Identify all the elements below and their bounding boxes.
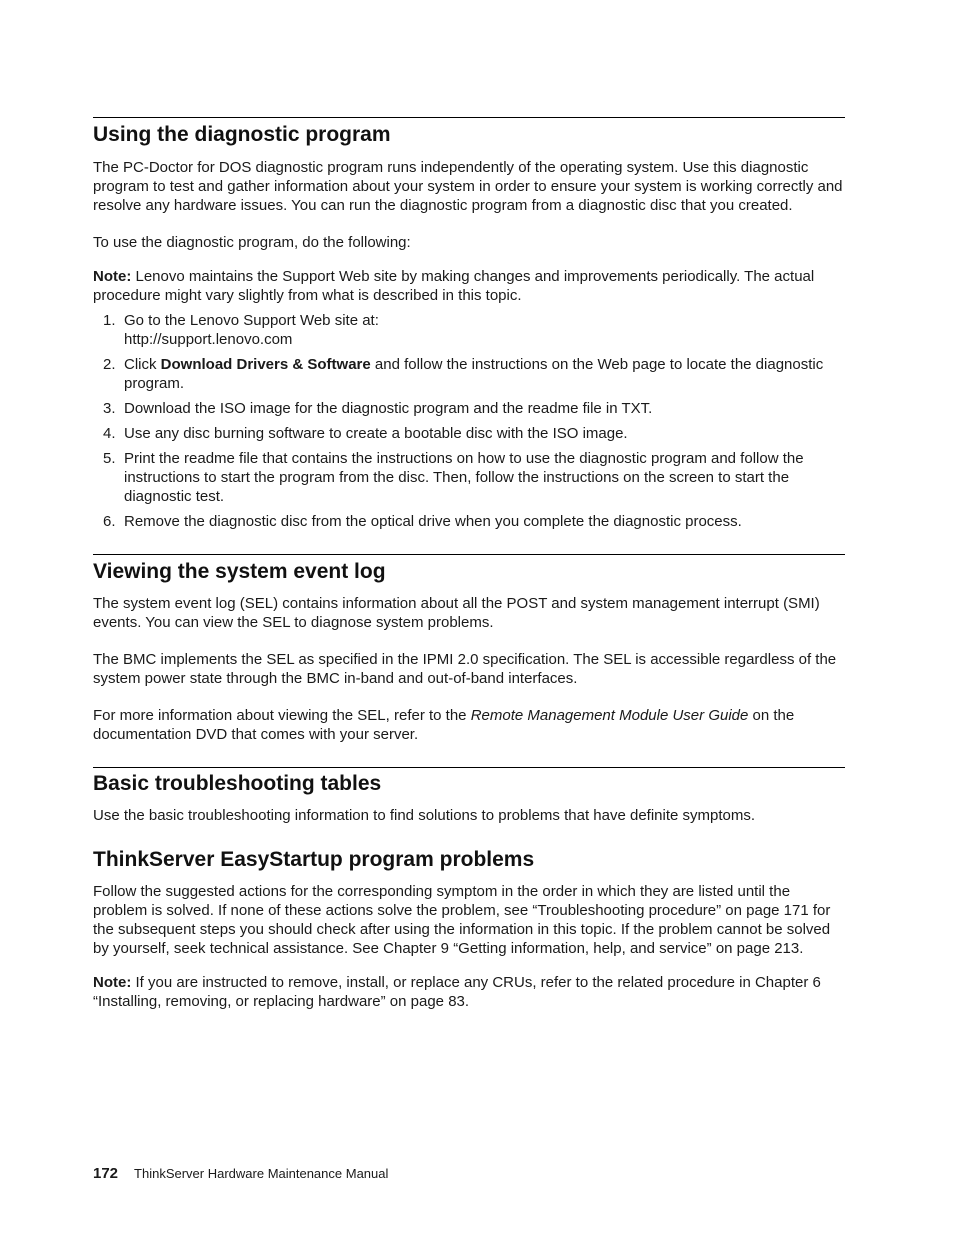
list-item: 4. Use any disc burning software to create a bootable disc with the ISO image. — [103, 425, 628, 442]
document-page — [93, 117, 845, 1011]
section-title-basic-troubleshooting: Basic troubleshooting tables — [93, 772, 382, 795]
note-label: Note: — [93, 268, 132, 285]
sel-paragraph-3: For more information about viewing the SEL, refer to the Remote Management Module User Guide on the documentation DVD that comes with your server. — [93, 707, 795, 743]
manual-title: ThinkServer Hardware Maintenance Manual — [134, 1166, 389, 1181]
note-text: Lenovo maintains the Support Web site by making changes and improvements periodically. The actual procedure might vary slightly from what is described in this topic. — [93, 268, 815, 304]
section-title-easystartup: ThinkServer EasyStartup program problems — [93, 848, 535, 871]
easy-note — [93, 973, 845, 1011]
section-divider — [93, 117, 845, 118]
list-item: 2. Click Download Drivers & Software and follow the instructions on the Web page to locate the diagnostic program. — [103, 356, 824, 392]
note-label: Note: — [93, 974, 132, 991]
page-number: 172 — [93, 1165, 119, 1182]
section-title-diagnostic: Using the diagnostic program — [93, 123, 391, 146]
diag-instructions-lead: To use the diagnostic program, do the following: — [93, 234, 411, 251]
list-item: 3. Download the ISO image for the diagnostic program and the readme file in TXT. — [103, 400, 653, 417]
section-title-event-log: Viewing the system event log — [93, 560, 386, 583]
sel-paragraph-2: The BMC implements the SEL as specified in the IPMI 2.0 specification. The SEL is accessible regardless of the system power state through the BMC in-band and out-of-band interfaces. — [93, 651, 837, 687]
support-url-link[interactable]: http://support.lenovo.com — [124, 331, 293, 348]
list-item: 6. Remove the diagnostic disc from the optical drive when you complete the diagnostic process. — [103, 513, 742, 530]
diag-note — [93, 267, 845, 305]
basic-paragraph: Use the basic troubleshooting information to find solutions to problems that have definite symptoms. — [93, 807, 756, 824]
section-divider — [93, 767, 845, 768]
easy-paragraph: Follow the suggested actions for the corresponding symptom in the order in which they are listed until the problem is solved. If none of these actions solve the problem, see “Troubleshooting procedure” on page 171 for the subsequent steps you should check after using the information in this topic. If the problem cannot be solved by yourself, seek technical assistance. See Chapter 9 “Getting information, help, and service” on page 213. — [93, 883, 831, 957]
note-text: If you are instructed to remove, install, or replace any CRUs, refer to the related procedure in Chapter 6 “Installing, removing, or replacing hardware” on page 83. — [93, 974, 821, 1010]
diag-intro-paragraph: The PC-Doctor for DOS diagnostic program runs independently of the operating system. Use this diagnostic program to test and gather information about your system in order to ensure your system is working correctly and resolve any hardware issues. You can run the diagnostic program from a diagnostic disc that you created. — [93, 159, 843, 214]
list-item: 5. Print the readme file that contains the instructions on how to use the diagnostic program and follow the instructions to start the program from the disc. Then, follow the instructions on the screen to start the diagnostic test. — [103, 450, 804, 505]
diag-steps-list — [93, 311, 845, 531]
list-item: 1. Go to the Lenovo Support Web site at: http://support.lenovo.com — [103, 312, 379, 348]
guide-title: Remote Management Module User Guide — [470, 707, 749, 724]
sel-paragraph-1: The system event log (SEL) contains information about all the POST and system management interrupt (SMI) events. You can view the SEL to diagnose system problems. — [93, 595, 820, 631]
page-footer — [93, 1164, 388, 1184]
section-divider — [93, 554, 845, 555]
